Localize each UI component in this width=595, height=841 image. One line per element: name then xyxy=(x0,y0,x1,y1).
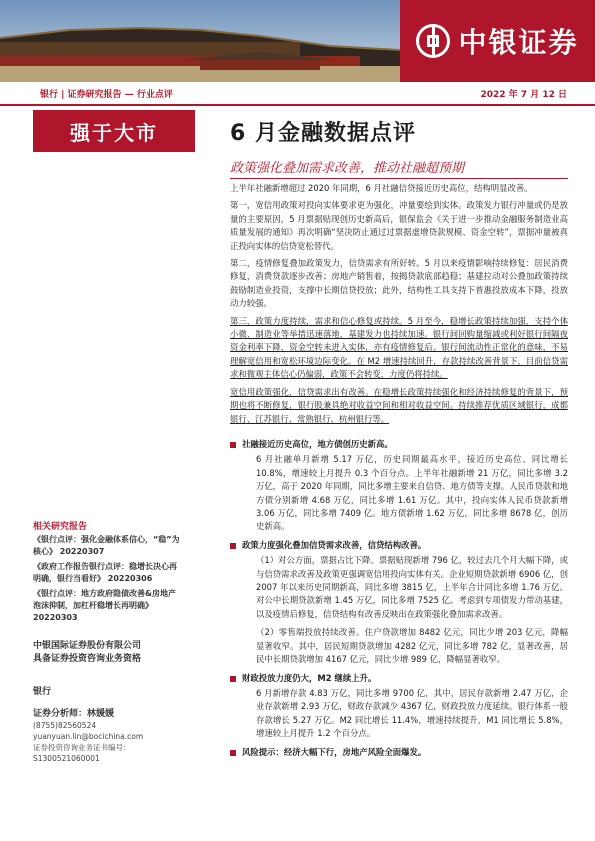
page-title: 6 月金融数据点评 xyxy=(230,121,416,146)
company-name: 中银国际证券股份有限公司 xyxy=(33,641,142,651)
company-qualification: 具备证券投资咨询业务资格 xyxy=(33,654,142,664)
bank-of-china-logo-icon xyxy=(416,24,450,58)
summary-point-1: 第一，宽信用政策对投向实体要求更为强化，冲量要绘到实体。政策发力银行冲量或仍是放量的主要原因，5 月票据贴现创历史新高后，银保监会《关于进一步推动金融服务制造业高质量发展的通知》再次明确“坚决防止通过过票据虚增贷款规模、资金空转”，票据冲量被真正投向实体的信贷宽松替代。 xyxy=(230,200,568,251)
header-banner xyxy=(0,0,595,82)
title-block xyxy=(230,110,568,176)
analyst-cert: 证券投资咨询业务证书编号：S1300521060001 xyxy=(33,743,131,763)
bullet-square-icon xyxy=(230,442,236,448)
bullet-heading-text: 社融接近历史高位，地方债创历史新高。 xyxy=(242,439,393,449)
bullet-paragraph: 6 月新增存款 4.83 万亿，同比多增 9700 亿，其中，居民存款新增 2.47 万亿，企业存款新增 2.93 万亿，财政存款减少 4367 亿，财政投放力度延续。银行体系一般存款增长 5.27 万亿。M2 同比增长 11.4%，增速持续提升，M1 同比增长 5.8%，增速较上月提升 1.2 个百分点。 xyxy=(256,687,568,739)
summary-recommendation: 宽信用政策强化，信贷需求出有改善。在稳增长政策持续强化和经济持续修复的背景下，预期也将不断修复，银行股兼具绝对收益空间和相对收益空间。持续推荐优质区域银行，成都银行、江苏银行、常熟银行、杭州银行等。 xyxy=(230,386,568,424)
bullet-square-icon xyxy=(230,750,236,756)
bullet-square-icon xyxy=(230,676,236,682)
related-report-item[interactable]: 《政府工作报告银行点评：稳增长决心再明确，银行当看好》 20220306 xyxy=(33,562,177,583)
page-subtitle: 政策强化叠加需求改善，推动社融超预期 xyxy=(230,161,465,176)
risk-warning: 风险提示：经济大幅下行，房地产风险全面爆发。 xyxy=(242,746,427,757)
analyst-info xyxy=(33,708,195,764)
related-report-item[interactable]: 《银行点评：强化金融体系信心，“稳”为核心》 20220307 xyxy=(33,535,180,556)
related-report-item[interactable]: 《银行点评：地方政府隐债改善&房地产泡沫抑制，加杠杆稳增长再明确》 20220303 xyxy=(33,589,176,622)
analyst-email[interactable]: yuanyuan.lin@bocichina.com xyxy=(33,732,144,741)
summary-intro: 上半年社融新增超过 2020 年同期，6 月社融信贷接近历史高位，结构明显改善。 xyxy=(230,183,533,193)
analyst-name: 证券分析师：林媛媛 xyxy=(33,709,115,719)
bullet-heading-text: 政策力度强化叠加信贷需求改善，信贷结构改善。 xyxy=(242,539,427,550)
summary-point-2: 第二，疫情修复叠加政策发力，信贷需求有所好转。5 月以来疫情影响持续修复：居民消费修复，消费贷款逐步改善；房地产销售着，按揭贷款底部趋稳；基建拉动对公叠加政策持续鼓励制造业投资，支撑中长期信贷投放；此外，结构性工具支持下普惠投放成本下降，投放动力较强。 xyxy=(230,258,568,309)
breadcrumb-strip xyxy=(0,82,595,106)
related-reports-title: 相关研究报告 xyxy=(33,522,88,532)
related-reports-list xyxy=(33,534,183,627)
rating-badge: 强于大市 xyxy=(33,110,195,152)
summary-point-3: 第三，政策力度持续，需求和信心修复或持续。5 月至今，稳增长政策持续加强，支持个体小微、制造业等举措迅速落地，基建发力也持续加速。银行间回购量缩减或利好银行间隔夜资金利率下降，资金空转未进入实体，亦有疫情修复后。银行间流动性正常化的意味，不易理解宽信用和宽松环境边际变化。在 M2 增速持续回升，存款持续改善背景下，目前信贷需求和微观主体信心仍偏弱，政策不会转变，力度仍将持续。 xyxy=(230,315,568,380)
bullet-paragraph: （2）零售端投放持续改善。住户贷款增加 8482 亿元，同比少增 203 亿元，降幅显著收窄。其中，居民短期贷款增加 4282 亿元，同比多增 782 亿，显著改善，居民中长期贷款增加 4167 亿元，同比少增 989 亿，降幅显著收窄。 xyxy=(256,627,568,665)
summary-section xyxy=(230,182,568,430)
company-info xyxy=(33,640,141,666)
bullet-paragraph: （1）对公方面，票据占比下降。票据贴现新增 796 亿，较过去几个月大幅下降，或与信贷需求改善及政策更强调宽信用投向实体有关。企业短期贷款新增 6906 亿，创 2007 年以来历史同期新高，同比多增 3815 亿，上半年合计同比多增 1.76 万亿。对公中长期贷款新增 1.45 万亿，同比多增 7525 亿。考虑到专项债发力带动基建，以及疫情后修复，信贷结构有改善反映出在政策强化叠加需求改善。 xyxy=(256,555,568,619)
bullet-heading-text: 财政投放力度仍大，M2 继续上升。 xyxy=(242,672,377,683)
bullet-heading xyxy=(230,539,568,552)
brand-name: 中银证券 xyxy=(458,26,579,59)
bullet-paragraph: 6 月社融单月新增 5.17 万亿，历史同期最高水平，接近历史高位。同比增长 10.8%，增速较上月提升 0.3 个百分点。上半年社融新增 21 万亿，同比多增 3.2 万亿，高于 2020 年同期，同比多增主要来自信贷、地方债等支撑。人民币贷款和地方债分别新增 4.68 万亿，同比多增 1.61 万亿。其中，投向实体人民币贷款新增 3.06 万亿，同比多增 7409 亿。地方债新增 1.62 万亿，同比多增 8678 亿，创历史新高。 xyxy=(256,454,568,532)
bullet-square-icon xyxy=(230,543,236,549)
bullet-heading xyxy=(230,438,568,451)
bullet-heading xyxy=(230,672,568,685)
title-divider xyxy=(230,178,568,179)
bullet-heading xyxy=(230,746,568,759)
key-points xyxy=(230,438,568,761)
report-date: 2022 年 7 月 12 日 xyxy=(480,90,567,100)
analyst-phone: (8755)82560524 xyxy=(33,721,97,730)
breadcrumb: 银行 | 证券研究报告 — 行业点评 xyxy=(40,90,173,100)
sidebar xyxy=(33,110,195,810)
sector-label: 银行 xyxy=(33,687,52,697)
brand-block xyxy=(400,0,595,82)
